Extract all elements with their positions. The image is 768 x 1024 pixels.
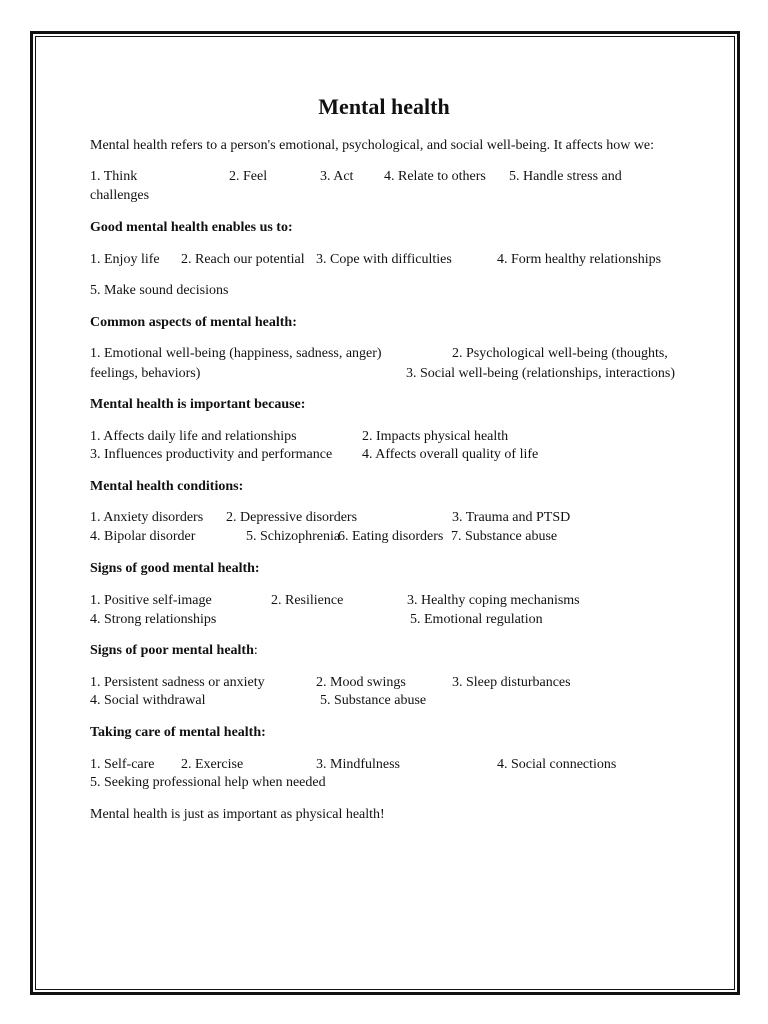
list-item: 2. Impacts physical health <box>362 429 509 444</box>
list-item: 3. Trauma and PTSD <box>452 510 571 525</box>
list-item: 1. Affects daily life and relationships <box>90 429 297 444</box>
list-item: 4. Strong relationships <box>90 612 217 627</box>
section-heading-care: Taking care of mental health: <box>90 725 266 740</box>
section-heading-poor-signs <box>90 642 258 660</box>
list-item: 5. Emotional regulation <box>410 612 543 627</box>
affects-item: 2. Feel <box>229 169 268 184</box>
closing-statement: Mental health is just as important as physical health! <box>90 807 385 822</box>
list-item: 1. Positive self-image <box>90 593 212 608</box>
list-item: 2. Depressive disorders <box>226 510 358 525</box>
section-heading-text: Signs of poor mental health <box>90 643 254 658</box>
section-heading-conditions: Mental health conditions: <box>90 479 244 494</box>
affects-item: 3. Act <box>320 169 354 184</box>
affects-item: 5. Handle stress and <box>509 169 622 184</box>
list-item: 5. Make sound decisions <box>90 283 229 298</box>
affects-item-continuation: challenges <box>90 188 150 203</box>
list-item: 5. Schizophrenia <box>246 529 341 544</box>
list-item: 4. Bipolar disorder <box>90 529 196 544</box>
list-item: 1. Self-care <box>90 757 155 772</box>
list-item: 3. Mindfulness <box>316 757 400 772</box>
list-item: 2. Mood swings <box>316 675 406 690</box>
list-item: 4. Social withdrawal <box>90 693 206 708</box>
list-item: 6. Eating disorders <box>338 529 444 544</box>
list-item: 1. Persistent sadness or anxiety <box>90 675 265 690</box>
section-heading-enables: Good mental health enables us to: <box>90 220 293 235</box>
list-item: 5. Substance abuse <box>320 693 427 708</box>
list-item: 2. Exercise <box>181 757 244 772</box>
list-item: 1. Emotional well-being (happiness, sadness, anger) <box>90 346 382 361</box>
list-item: 3. Influences productivity and performance <box>90 447 333 462</box>
list-item: 3. Sleep disturbances <box>452 675 571 690</box>
list-item: 7. Substance abuse <box>451 529 558 544</box>
list-item: 2. Psychological well-being (thoughts, <box>452 346 668 361</box>
list-item: 4. Social connections <box>497 757 617 772</box>
list-item: 1. Anxiety disorders <box>90 510 204 525</box>
list-item-continuation: feelings, behaviors) <box>90 366 201 381</box>
affects-item: 1. Think <box>90 169 138 184</box>
affects-item: 4. Relate to others <box>384 169 486 184</box>
list-item: 1. Enjoy life <box>90 252 160 267</box>
intro-paragraph: Mental health refers to a person's emotional, psychological, and social well-being. It affects how we: <box>90 138 655 153</box>
list-item: 2. Resilience <box>271 593 344 608</box>
document-title: Mental health <box>318 94 450 119</box>
list-item: 3. Social well-being (relationships, interactions) <box>406 366 676 381</box>
list-item: 5. Seeking professional help when needed <box>90 775 326 790</box>
list-item: 4. Form healthy relationships <box>497 252 662 267</box>
list-item: 3. Healthy coping mechanisms <box>407 593 580 608</box>
section-heading-important: Mental health is important because: <box>90 397 306 412</box>
section-heading-aspects: Common aspects of mental health: <box>90 315 297 330</box>
list-item: 3. Cope with difficulties <box>316 252 452 267</box>
list-item: 2. Reach our potential <box>181 252 305 267</box>
section-heading-colon: : <box>253 643 258 658</box>
list-item: 4. Affects overall quality of life <box>362 447 539 462</box>
section-heading-good-signs: Signs of good mental health: <box>90 561 260 576</box>
